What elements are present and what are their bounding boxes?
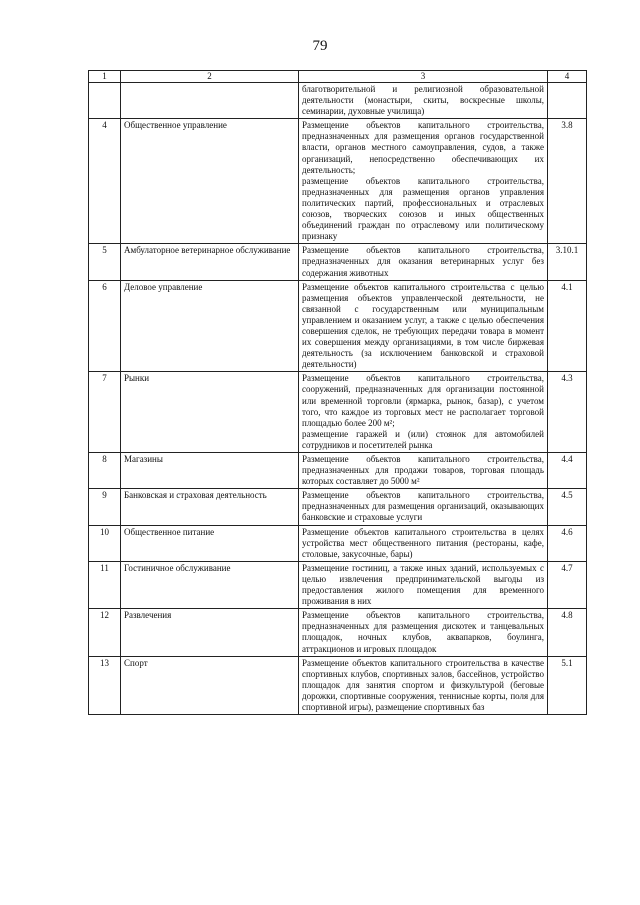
page-number: 79	[312, 38, 328, 54]
row-number	[89, 83, 121, 119]
land-use-code	[548, 83, 587, 119]
row-number: 4	[89, 119, 121, 244]
land-use-name: Рынки	[121, 372, 299, 453]
land-use-description	[299, 453, 548, 489]
land-use-description	[299, 280, 548, 372]
description-paragraph: Размещение объектов капитального строительства, предназначенных для размещения органов государственной власти, органов местного самоуправления, судов, а также организаций, непосредственно обеспечивающих их деятельность;	[302, 120, 544, 175]
land-use-description	[299, 561, 548, 608]
land-use-code: 4.5	[548, 489, 587, 525]
row-number: 13	[89, 656, 121, 714]
table-row	[89, 83, 587, 119]
land-use-description	[299, 489, 548, 525]
description-paragraph: Размещение объектов капитального строительства, предназначенных для продажи товаров, торговая площадь которых составляет до 5000 м²	[302, 454, 544, 487]
description-paragraph: размещение объектов капитального строительства, предназначенных для размещения органов управления политических партий, профессиональных и отраслевых союзов, творческих союзов и иных общественных объединений граждан по отраслевому или политическому признаку	[302, 175, 544, 242]
table-row	[89, 244, 587, 280]
description-paragraph: Размещение объектов капитального строительства, предназначенных для размещения организаций, оказывающих банковские и страховые услуги	[302, 490, 544, 523]
land-use-code: 3.10.1	[548, 244, 587, 280]
land-use-name	[121, 83, 299, 119]
land-use-name: Общественное питание	[121, 525, 299, 561]
table-header-row	[89, 71, 587, 83]
description-paragraph: Размещение объектов капитального строительства, сооружений, предназначенных для организации постоянной или временной торговли (ярмарка, рынок, базар), с учетом того, что каждое из торговых мест не располагает торговой площадью более 200 м²;	[302, 373, 544, 428]
row-number: 11	[89, 561, 121, 608]
header-cell-4: 4	[548, 71, 587, 83]
description-paragraph: Размещение объектов капитального строительства в целях устройства мест общественного питания (рестораны, кафе, столовые, закусочные, бары)	[302, 526, 544, 559]
row-number: 10	[89, 525, 121, 561]
header-cell-2: 2	[121, 71, 299, 83]
land-use-name: Банковская и страховая деятельность	[121, 489, 299, 525]
description-paragraph: Размещение объектов капитального строительства, предназначенных для размещения дискотек и танцевальных площадок, ночных клубов, аквапарков, боулинга, аттракционов и игровых площадок	[302, 610, 544, 654]
description-paragraph: Размещение объектов капитального строительства, предназначенных для оказания ветеринарных услуг без содержания животных	[302, 245, 544, 278]
row-number: 9	[89, 489, 121, 525]
table-row	[89, 280, 587, 372]
table-row	[89, 453, 587, 489]
land-use-code: 4.3	[548, 372, 587, 453]
land-use-description	[299, 656, 548, 714]
land-use-code: 4.6	[548, 525, 587, 561]
land-use-code: 4.8	[548, 609, 587, 656]
land-use-name: Спорт	[121, 656, 299, 714]
table-row	[89, 119, 587, 244]
land-use-code: 5.1	[548, 656, 587, 714]
table-row	[89, 656, 587, 714]
table-row	[89, 489, 587, 525]
row-number: 8	[89, 453, 121, 489]
land-use-table	[88, 70, 587, 715]
land-use-description	[299, 244, 548, 280]
land-use-code: 4.4	[548, 453, 587, 489]
header-cell-3: 3	[299, 71, 548, 83]
land-use-name: Амбулаторное ветеринарное обслуживание	[121, 244, 299, 280]
land-use-name: Развлечения	[121, 609, 299, 656]
land-use-description	[299, 119, 548, 244]
description-paragraph: Размещение гостиниц, а также иных зданий, используемых с целью извлечения предпринимательской выгоды из предоставления жилого помещения для временного проживания в них	[302, 562, 544, 607]
land-use-name: Гостиничное обслуживание	[121, 561, 299, 608]
land-use-description	[299, 83, 548, 119]
description-paragraph: благотворительной и религиозной образовательной деятельности (монастыри, скиты, воскресные школы, семинарии, духовные училища)	[302, 84, 544, 117]
land-use-code: 4.1	[548, 280, 587, 372]
land-use-description	[299, 609, 548, 656]
table-row	[89, 609, 587, 656]
row-number: 5	[89, 244, 121, 280]
row-number: 12	[89, 609, 121, 656]
table-row	[89, 561, 587, 608]
row-number: 6	[89, 280, 121, 372]
land-use-code: 4.7	[548, 561, 587, 608]
description-paragraph: размещение гаражей и (или) стоянок для автомобилей сотрудников и посетителей рынка	[302, 428, 544, 450]
land-use-name: Деловое управление	[121, 280, 299, 372]
land-use-description	[299, 372, 548, 453]
table-row	[89, 372, 587, 453]
table-row	[89, 525, 587, 561]
land-use-name: Магазины	[121, 453, 299, 489]
description-paragraph: Размещение объектов капитального строительства в качестве спортивных клубов, спортивных залов, бассейнов, устройство площадок для занятия спортом и физкультурой (беговые дорожки, спортивные сооружения, теннисные корты, поля для спортивной игры), размещение спортивных баз	[302, 657, 544, 712]
land-use-name: Общественное управление	[121, 119, 299, 244]
row-number: 7	[89, 372, 121, 453]
description-paragraph: Размещение объектов капитального строительства с целью размещения объектов управленческой деятельности, не связанной с государственным или муниципальным управлением и оказанием услуг, а также с целью обеспечения совершения сделок, не требующих передачи товара в момент их совершения между организациями, в том числе биржевая деятельность (за исключением банковской и страховой деятельности)	[302, 281, 544, 370]
land-use-code: 3.8	[548, 119, 587, 244]
header-cell-1: 1	[89, 71, 121, 83]
land-use-description	[299, 525, 548, 561]
